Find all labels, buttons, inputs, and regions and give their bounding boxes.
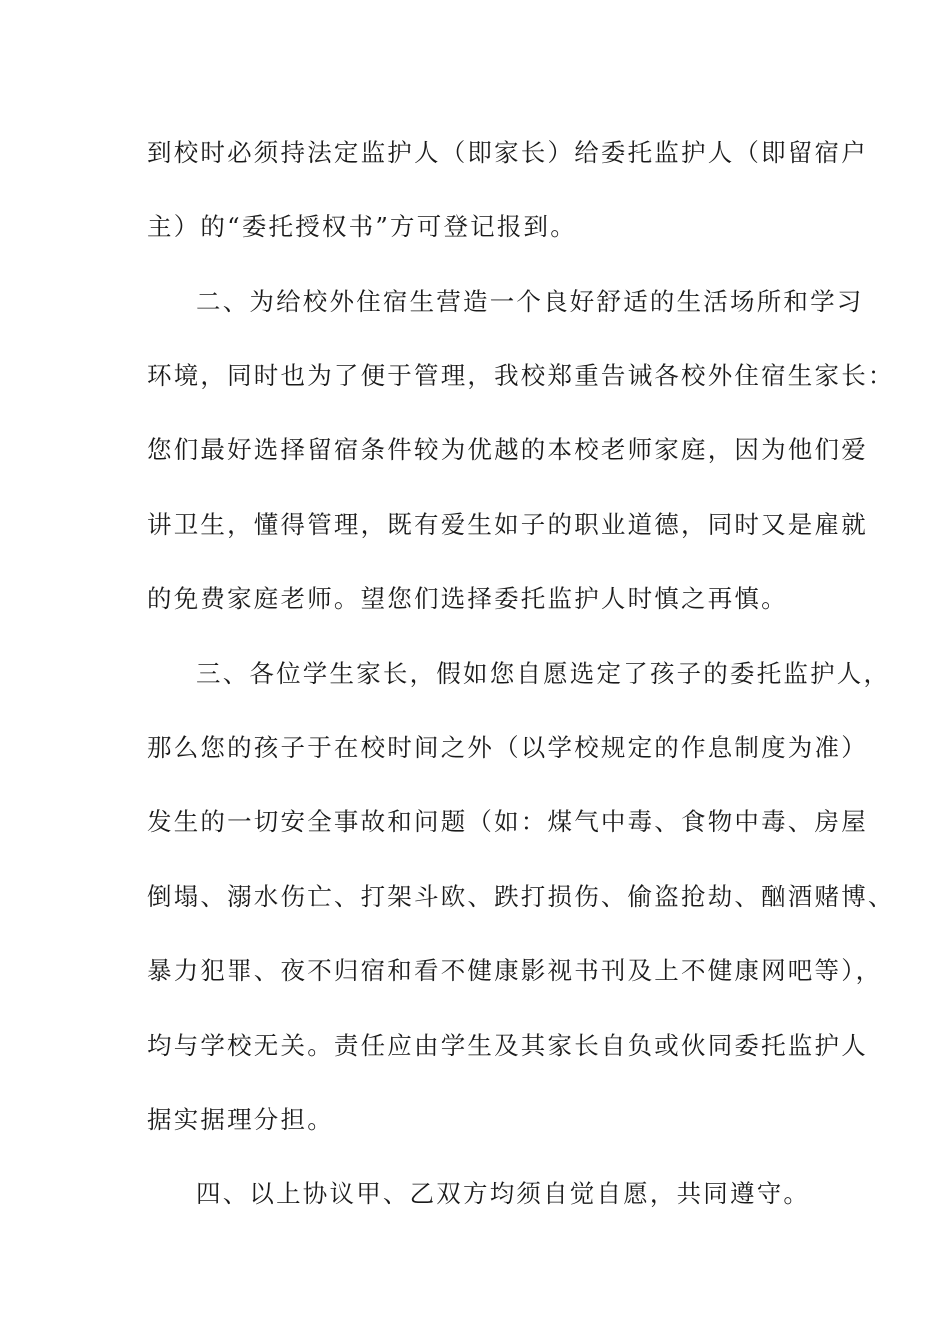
text-line: 倒塌、溺水伤亡、打架斗欧、跌打损伤、偷盗抢劫、酗酒赌博、 bbox=[147, 882, 895, 911]
text-line: 您们最好选择留宿条件较为优越的本校老师家庭，因为他们爱 bbox=[147, 435, 868, 464]
text-line: 的免费家庭老师。望您们选择委托监护人时慎之再慎。 bbox=[147, 584, 788, 613]
text-line: 均与学校无关。责任应由学生及其家长自负或伙同委托监护人 bbox=[147, 1031, 868, 1060]
paragraph-4-start: 四、以上协议甲、乙双方均须自觉自愿，共同遵守。 bbox=[196, 1179, 811, 1208]
text-line: 讲卫生，懂得管理，既有爱生如子的职业道德，同时又是雇就 bbox=[147, 510, 868, 539]
text-line: 主）的“委托授权书”方可登记报到。 bbox=[147, 212, 577, 241]
text-line: 到校时必须持法定监护人（即家长）给委托监护人（即留宿户 bbox=[147, 138, 868, 167]
paragraph-3-start: 三、各位学生家长，假如您自愿选定了孩子的委托监护人， bbox=[196, 659, 891, 688]
text-line: 环境，同时也为了便于管理，我校郑重告诫各校外住宿生家长： bbox=[147, 361, 895, 390]
text-line: 暴力犯罪、夜不归宿和看不健康影视书刊及上不健康网吧等）， bbox=[147, 956, 883, 985]
paragraph-2-start: 二、为给校外住宿生营造一个良好舒适的生活场所和学习 bbox=[196, 287, 864, 316]
text-line: 那么您的孩子于在校时间之外（以学校规定的作息制度为准） bbox=[147, 733, 868, 762]
text-line: 据实据理分担。 bbox=[147, 1105, 334, 1134]
text-line: 发生的一切安全事故和问题（如：煤气中毒、食物中毒、房屋 bbox=[147, 807, 868, 836]
